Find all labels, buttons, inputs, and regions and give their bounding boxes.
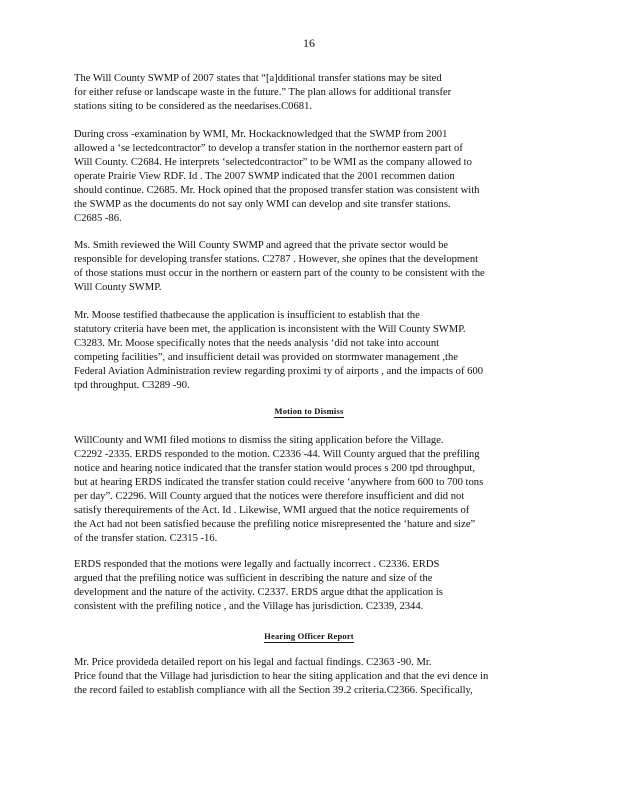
text-line: competing facilities”, and insufficient detail was provided on stormwater management ,the (74, 352, 459, 363)
text-line: responsible for developing transfer stations. C2787 . However, she opines that the development (74, 254, 479, 265)
text-line: stations siting to be considered as the needarises.C0681. (74, 101, 313, 112)
text-line: argued that the prefiling notice was sufficient in describing the nature and size of the (74, 573, 433, 584)
text-line: Mr. Price provideda detailed report on his legal and factual findings. C2363 -90. Mr. (74, 657, 432, 668)
text-line: of the transfer station. C2315 -16. (74, 533, 218, 544)
text-line: During cross -examination by WMI, Mr. Hockacknowledged that the SWMP from 2001 (74, 129, 448, 140)
text-line: the Act had not been satisfied because the prefiling notice misrepresented the ‘hature and size” (74, 519, 476, 530)
text-line: C2292 -2335. ERDS responded to the motion. C2336 -44. Will County argued that the prefiling (74, 449, 480, 460)
text-line: C2685 -86. (74, 213, 122, 224)
text-line: ERDS responded that the motions were legally and factually incorrect . C2336. ERDS (74, 559, 440, 570)
text-line: WillCounty and WMI filed motions to dismiss the siting application before the Village. (74, 435, 444, 446)
text-line: but at hearing ERDS indicated the transfer station could receive ‘anywhere from 600 to 700 tons (74, 477, 484, 488)
text-line: Ms. Smith reviewed the Will County SWMP and agreed that the private sector would be (74, 240, 449, 251)
heading-text: Motion to Dismiss (274, 406, 344, 416)
text-line: notice and hearing notice indicated that the transfer station would proces s 200 tpd throughput, (74, 463, 475, 474)
text-line: statutory criteria have been met, the application is inconsistent with the Will County SWMP. (74, 324, 466, 335)
paragraph-motions-to-dismiss (74, 434, 546, 546)
text-line: the SWMP as the documents do not say only WMI can develop and site transfer stations. (74, 199, 451, 210)
paragraph-moose (74, 309, 546, 393)
text-line: per day”. C2296. Will County argued that the notices were therefore insufficient and did not (74, 491, 465, 502)
text-line: C3283. Mr. Moose specifically notes that the needs analysis ‘did not take into account (74, 338, 440, 349)
text-line: The Will County SWMP of 2007 states that “[a]dditional transfer stations may be sited (74, 73, 442, 84)
text-line: allowed a ‘se lectedcontractor” to develop a transfer station in the northernor eastern part of (74, 143, 463, 154)
paragraph-cross-examination (74, 128, 546, 226)
page-number: 16 (303, 36, 315, 50)
paragraph-price-report (74, 656, 546, 698)
text-line: development and the nature of the activity. C2337. ERDS argue dthat the application is (74, 587, 443, 598)
text-line: Federal Aviation Administration review regarding proximi ty of airports , and the impacts of 600 (74, 366, 484, 377)
text-line: of those stations must occur in the northern or eastern part of the county to be consistent with the (74, 268, 485, 279)
text-line: Will County SWMP. (74, 282, 162, 293)
paragraph-erds-response (74, 558, 546, 614)
text-line: tpd throughput. C3289 -90. (74, 380, 190, 391)
heading-motion-to-dismiss (0, 406, 618, 416)
text-line: should continue. C2685. Mr. Hock opined that the proposed transfer station was consistent with (74, 185, 480, 196)
heading-hearing-officer-report (0, 631, 618, 641)
text-line: the record failed to establish compliance with all the Section 39.2 criteria.C2366. Specifically, (74, 685, 473, 696)
text-line: for either refuse or landscape waste in the future.” The plan allows for additional transfer (74, 87, 452, 98)
text-line: Price found that the Village had jurisdiction to hear the siting application and that the evi dence in (74, 671, 489, 682)
text-line: consistent with the prefiling notice , and the Village has jurisdiction. C2339, 2344. (74, 601, 424, 612)
paragraph-swmp-2007 (74, 72, 546, 114)
text-line: operate Prairie View RDF. Id . The 2007 SWMP indicated that the 2001 recommen dation (74, 171, 455, 182)
text-line: Will County. C2684. He interprets ‘selectedcontractor” to be WMI as the company allowed to (74, 157, 472, 168)
text-line: satisfy therequirements of the Act. Id . Likewise, WMI argued that the notice requirements of (74, 505, 470, 516)
text-line: Mr. Moose testified thatbecause the application is insufficient to establish that the (74, 310, 420, 321)
paragraph-smith (74, 239, 546, 295)
heading-text: Hearing Officer Report (264, 631, 354, 641)
